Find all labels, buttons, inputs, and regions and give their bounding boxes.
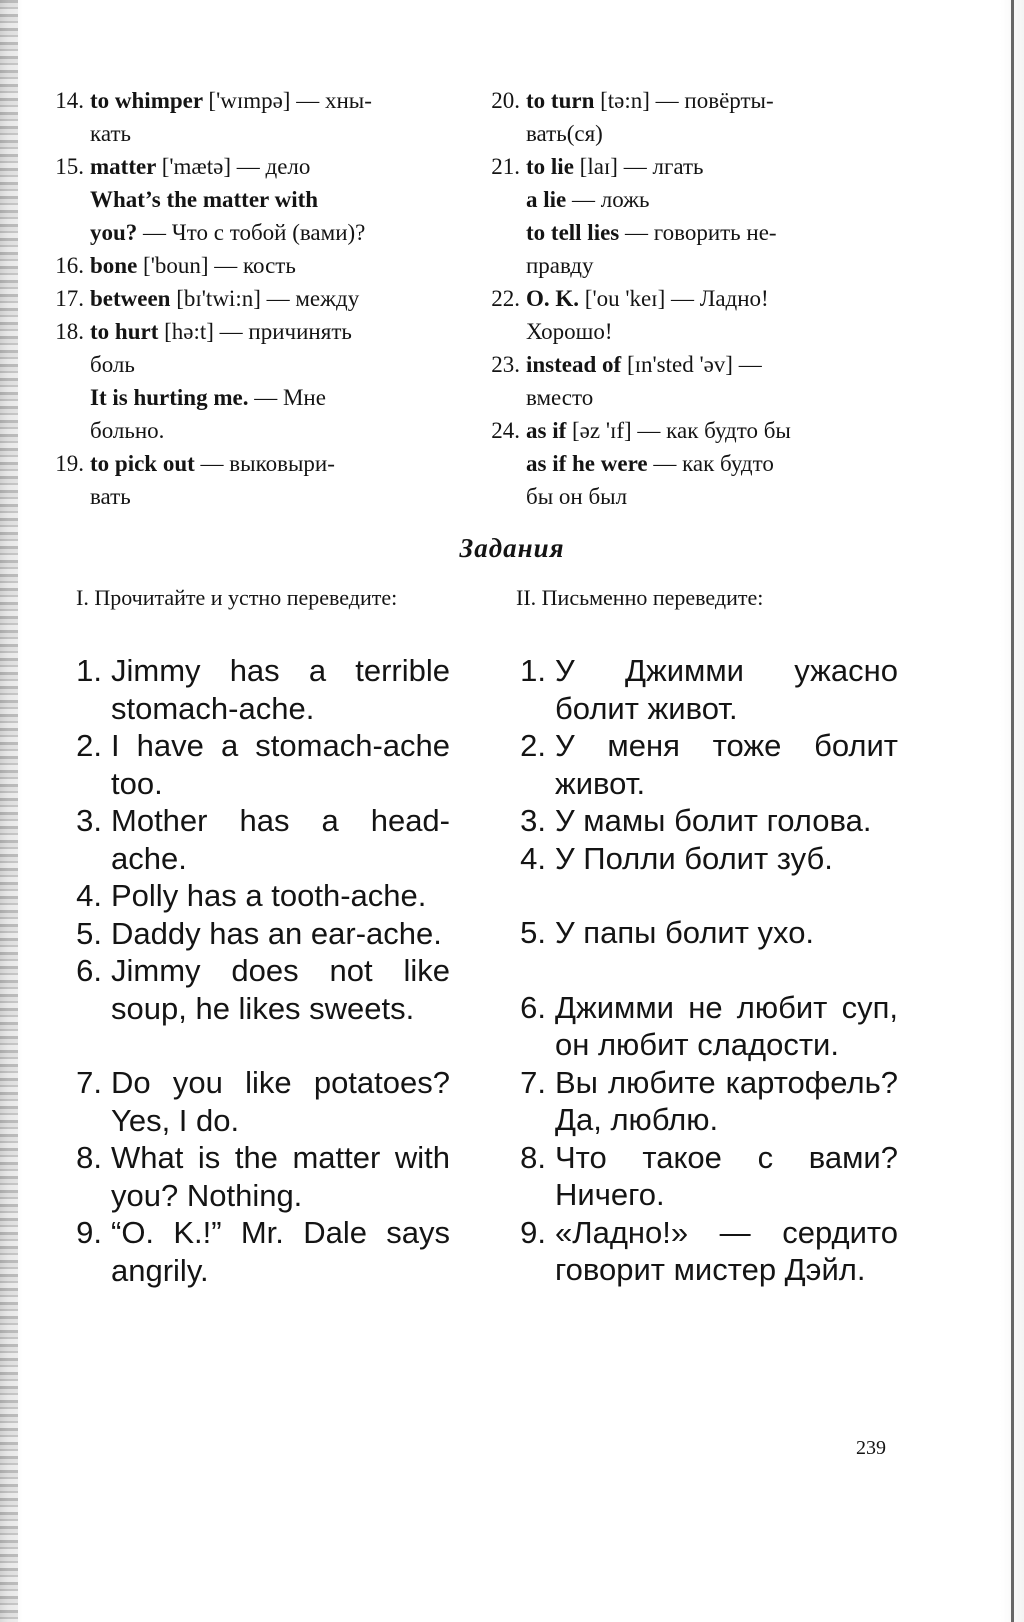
- exercise-number: 3.: [76, 803, 102, 838]
- exercise-item: [496, 840, 898, 878]
- exercise-item: [496, 1064, 898, 1139]
- vocab-entry: [476, 282, 896, 348]
- vocab-gloss: — Мне: [254, 385, 326, 410]
- exercise-text: Daddy has an ear-ache.: [111, 915, 442, 951]
- vocab-gloss: [əz 'ɪf] — как будто бы: [572, 418, 791, 443]
- page-right-edge: [1011, 0, 1014, 1622]
- exercise-text: У папы болит ухо.: [555, 915, 815, 950]
- exercise-item: [52, 727, 450, 802]
- vocab-entry: [476, 150, 896, 282]
- exercise-number: 4.: [520, 840, 546, 876]
- vocab-entry-number: 20.: [491, 88, 520, 113]
- exercise-number: 4.: [76, 878, 102, 913]
- vocab-term: a lie: [526, 187, 572, 212]
- english-exercises-column: [52, 652, 450, 1289]
- vocab-line: [90, 447, 440, 480]
- exercise-number: 6.: [76, 953, 102, 988]
- vocab-entry-number: 18.: [55, 319, 84, 344]
- vocab-entry-body: [526, 282, 896, 348]
- vocab-line: [90, 381, 440, 414]
- exercise-number: 2.: [76, 728, 102, 763]
- exercise-number: 2.: [520, 728, 546, 763]
- exercise-number: 7.: [76, 1065, 102, 1100]
- vocab-entry-body: [526, 150, 896, 282]
- exercise-number: 8.: [520, 1139, 546, 1175]
- vocab-term: you?: [90, 220, 144, 245]
- exercise-text: “O. K.!” Mr. Dale says angrily.: [111, 1215, 450, 1288]
- page-number: 239: [856, 1437, 886, 1459]
- vocab-term: matter: [90, 154, 162, 179]
- vocab-line: [526, 84, 896, 117]
- vocab-entry: [40, 315, 440, 447]
- vocab-line: [90, 414, 440, 447]
- vocab-entry-number: 15.: [55, 154, 84, 179]
- vocab-term: to pick out: [90, 451, 201, 476]
- instruction-read-translate: I. Прочитайте и устно переведите:: [76, 585, 398, 610]
- vocab-gloss: больно.: [90, 418, 165, 443]
- vocab-term: to hurt: [90, 319, 165, 344]
- vocab-term: It is hurting me.: [90, 385, 255, 410]
- vocabulary-right-column: [476, 84, 896, 513]
- vocab-line: [90, 183, 440, 216]
- vocab-line: [526, 348, 896, 381]
- vocab-entry-body: [526, 348, 896, 414]
- exercise-number: 8.: [76, 1140, 102, 1175]
- vocab-gloss: [tə:n] — повёрты-: [600, 88, 774, 113]
- vocab-entry-number: 24.: [491, 418, 520, 443]
- vocab-gloss: — ложь: [572, 187, 650, 212]
- vocab-gloss: вать(ся): [526, 121, 603, 146]
- vocab-entry-body: [90, 447, 440, 513]
- vocab-line: [526, 249, 896, 282]
- vocab-entry: [40, 447, 440, 513]
- exercise-text: У меня тоже болит живот.: [555, 728, 898, 801]
- exercise-item: [496, 989, 898, 1064]
- exercise-item: [52, 877, 450, 915]
- exercise-item: [496, 727, 898, 802]
- exercise-text: Jimmy does not like soup, he likes sweets.: [111, 953, 450, 1026]
- exercise-text: «Ладно!» — сердито говорит мистер Дэйл.: [555, 1214, 898, 1287]
- vocab-line: [526, 150, 896, 183]
- exercise-item: [52, 652, 450, 727]
- exercise-number: 1.: [76, 653, 102, 688]
- exercise-number: 5.: [520, 915, 546, 950]
- vocab-line: [526, 216, 896, 249]
- exercise-number: 1.: [520, 653, 546, 688]
- vocab-entry-number: 22.: [491, 286, 520, 311]
- vocabulary-left-column: [40, 84, 440, 513]
- exercise-item: [52, 915, 450, 953]
- section-title: Задания: [459, 533, 565, 563]
- vocab-line: [526, 183, 896, 216]
- vocab-term: to tell lies: [526, 220, 625, 245]
- exercise-number: 5.: [76, 915, 102, 951]
- vocab-term: What’s the matter with: [90, 187, 319, 212]
- exercise-item: [496, 1214, 898, 1289]
- vocab-entry-body: [90, 249, 440, 282]
- vocab-term: bone: [90, 253, 144, 278]
- exercise-number: 7.: [520, 1064, 546, 1100]
- vocab-gloss: — Что с тобой (вами)?: [143, 220, 366, 245]
- vocab-line: [526, 447, 896, 480]
- vocab-line: [526, 414, 896, 447]
- exercise-item: [496, 652, 898, 727]
- vocab-entry-number: 16.: [55, 253, 84, 278]
- vocab-gloss: бы он был: [526, 484, 628, 509]
- exercise-text: У мамы болит голова.: [555, 803, 872, 838]
- vocab-entry-body: [90, 282, 440, 315]
- vocab-term: as if: [526, 418, 572, 443]
- vocab-line: [526, 117, 896, 150]
- vocab-gloss: ['boun] — кость: [143, 253, 296, 278]
- exercise-item: [496, 914, 898, 952]
- vocab-entry: [40, 84, 440, 150]
- vocab-gloss: боль: [90, 352, 135, 377]
- vocab-gloss: вместо: [526, 385, 594, 410]
- vocab-gloss: ['mætə] — дело: [161, 154, 311, 179]
- vocab-line: [90, 249, 440, 282]
- vocab-entry-body: [90, 150, 440, 249]
- exercise-number: 9.: [520, 1214, 546, 1250]
- vocab-entry: [40, 282, 440, 315]
- vocab-gloss: [laɪ] — лгать: [579, 154, 704, 179]
- vocab-entry: [476, 414, 896, 513]
- vocab-line: [90, 315, 440, 348]
- vocab-entry: [40, 249, 440, 282]
- vocab-gloss: [hə:t] — причинять: [164, 319, 352, 344]
- vocab-gloss: [ɪn'sted 'əv] —: [626, 352, 762, 377]
- exercise-text: I have a stomach-ache too.: [111, 728, 450, 801]
- vocab-line: [90, 150, 440, 183]
- vocab-gloss: Хорошо!: [526, 319, 613, 344]
- vocab-gloss: — как будто: [653, 451, 774, 476]
- vocab-term: between: [90, 286, 177, 311]
- vocab-gloss: ['ou 'keɪ] — Ладно!: [584, 286, 769, 311]
- vocab-gloss: правду: [526, 253, 594, 278]
- vocab-line: [90, 84, 440, 117]
- vocab-line: [90, 348, 440, 381]
- exercise-text: Что такое с вами? Ничего.: [555, 1139, 898, 1212]
- exercise-text: Джимми не любит суп, он любит сладости.: [555, 989, 898, 1062]
- vocab-entry-body: [90, 84, 440, 150]
- vocab-entry-number: 17.: [55, 286, 84, 311]
- exercise-text: Mother has a head-ache.: [111, 803, 450, 876]
- exercise-number: 9.: [76, 1215, 102, 1250]
- vocab-entry: [40, 150, 440, 249]
- exercise-item: [52, 1064, 450, 1139]
- vocab-line: [526, 282, 896, 315]
- vocab-gloss: — выковыри-: [200, 451, 335, 476]
- exercise-item: [496, 802, 898, 840]
- vocab-term: to whimper: [90, 88, 209, 113]
- russian-exercises-column: [496, 652, 898, 1289]
- exercise-text: Polly has a tooth-ache.: [111, 878, 427, 913]
- vocab-line: [90, 282, 440, 315]
- vocab-entry-body: [90, 315, 440, 447]
- vocab-gloss: — говорить не-: [625, 220, 777, 245]
- vocab-entry-number: 21.: [491, 154, 520, 179]
- vocab-entry: [476, 348, 896, 414]
- vocab-entry-number: 14.: [55, 88, 84, 113]
- vocab-entry: [476, 84, 896, 150]
- exercise-item: [52, 802, 450, 877]
- vocab-entry-body: [526, 84, 896, 150]
- vocab-line: [90, 480, 440, 513]
- exercise-text: У Полли болит зуб.: [555, 840, 833, 876]
- vocab-line: [526, 480, 896, 513]
- vocab-entry-number: 19.: [55, 451, 84, 476]
- exercise-number: 3.: [520, 803, 546, 838]
- vocab-term: to lie: [526, 154, 580, 179]
- exercise-text: Jimmy has a terrible stomach-ache.: [111, 653, 450, 726]
- vocab-gloss: ['wɪmpə] — хны-: [208, 88, 372, 113]
- exercise-number: 6.: [520, 989, 546, 1025]
- vocab-line: [90, 117, 440, 150]
- exercise-text: У Джимми ужасно болит живот.: [555, 653, 898, 726]
- exercise-text: What is the matter with you? Nothing.: [111, 1140, 450, 1213]
- exercise-item: [52, 1139, 450, 1214]
- vocab-gloss: вать: [90, 484, 131, 509]
- vocab-term: to turn: [526, 88, 601, 113]
- page-left-edge: [0, 0, 18, 1622]
- vocab-term: O. K.: [526, 286, 585, 311]
- instruction-write-translate: II. Письменно переведите:: [516, 585, 764, 610]
- exercise-text: Вы любите картофель? Да, люблю.: [555, 1064, 898, 1137]
- exercise-item: [52, 1214, 450, 1289]
- vocab-line: [90, 216, 440, 249]
- vocab-term: as if he were: [526, 451, 654, 476]
- vocab-gloss: [bɪ'twi:n] — между: [176, 286, 360, 311]
- vocab-entry-number: 23.: [491, 352, 520, 377]
- vocab-term: instead of: [526, 352, 627, 377]
- vocab-gloss: кать: [90, 121, 131, 146]
- vocab-line: [526, 315, 896, 348]
- vocab-entry-body: [526, 414, 896, 513]
- exercise-item: [496, 1139, 898, 1214]
- exercise-text: Do you like potatoes? Yes, I do.: [111, 1065, 450, 1138]
- vocab-line: [526, 381, 896, 414]
- exercise-item: [52, 952, 450, 1027]
